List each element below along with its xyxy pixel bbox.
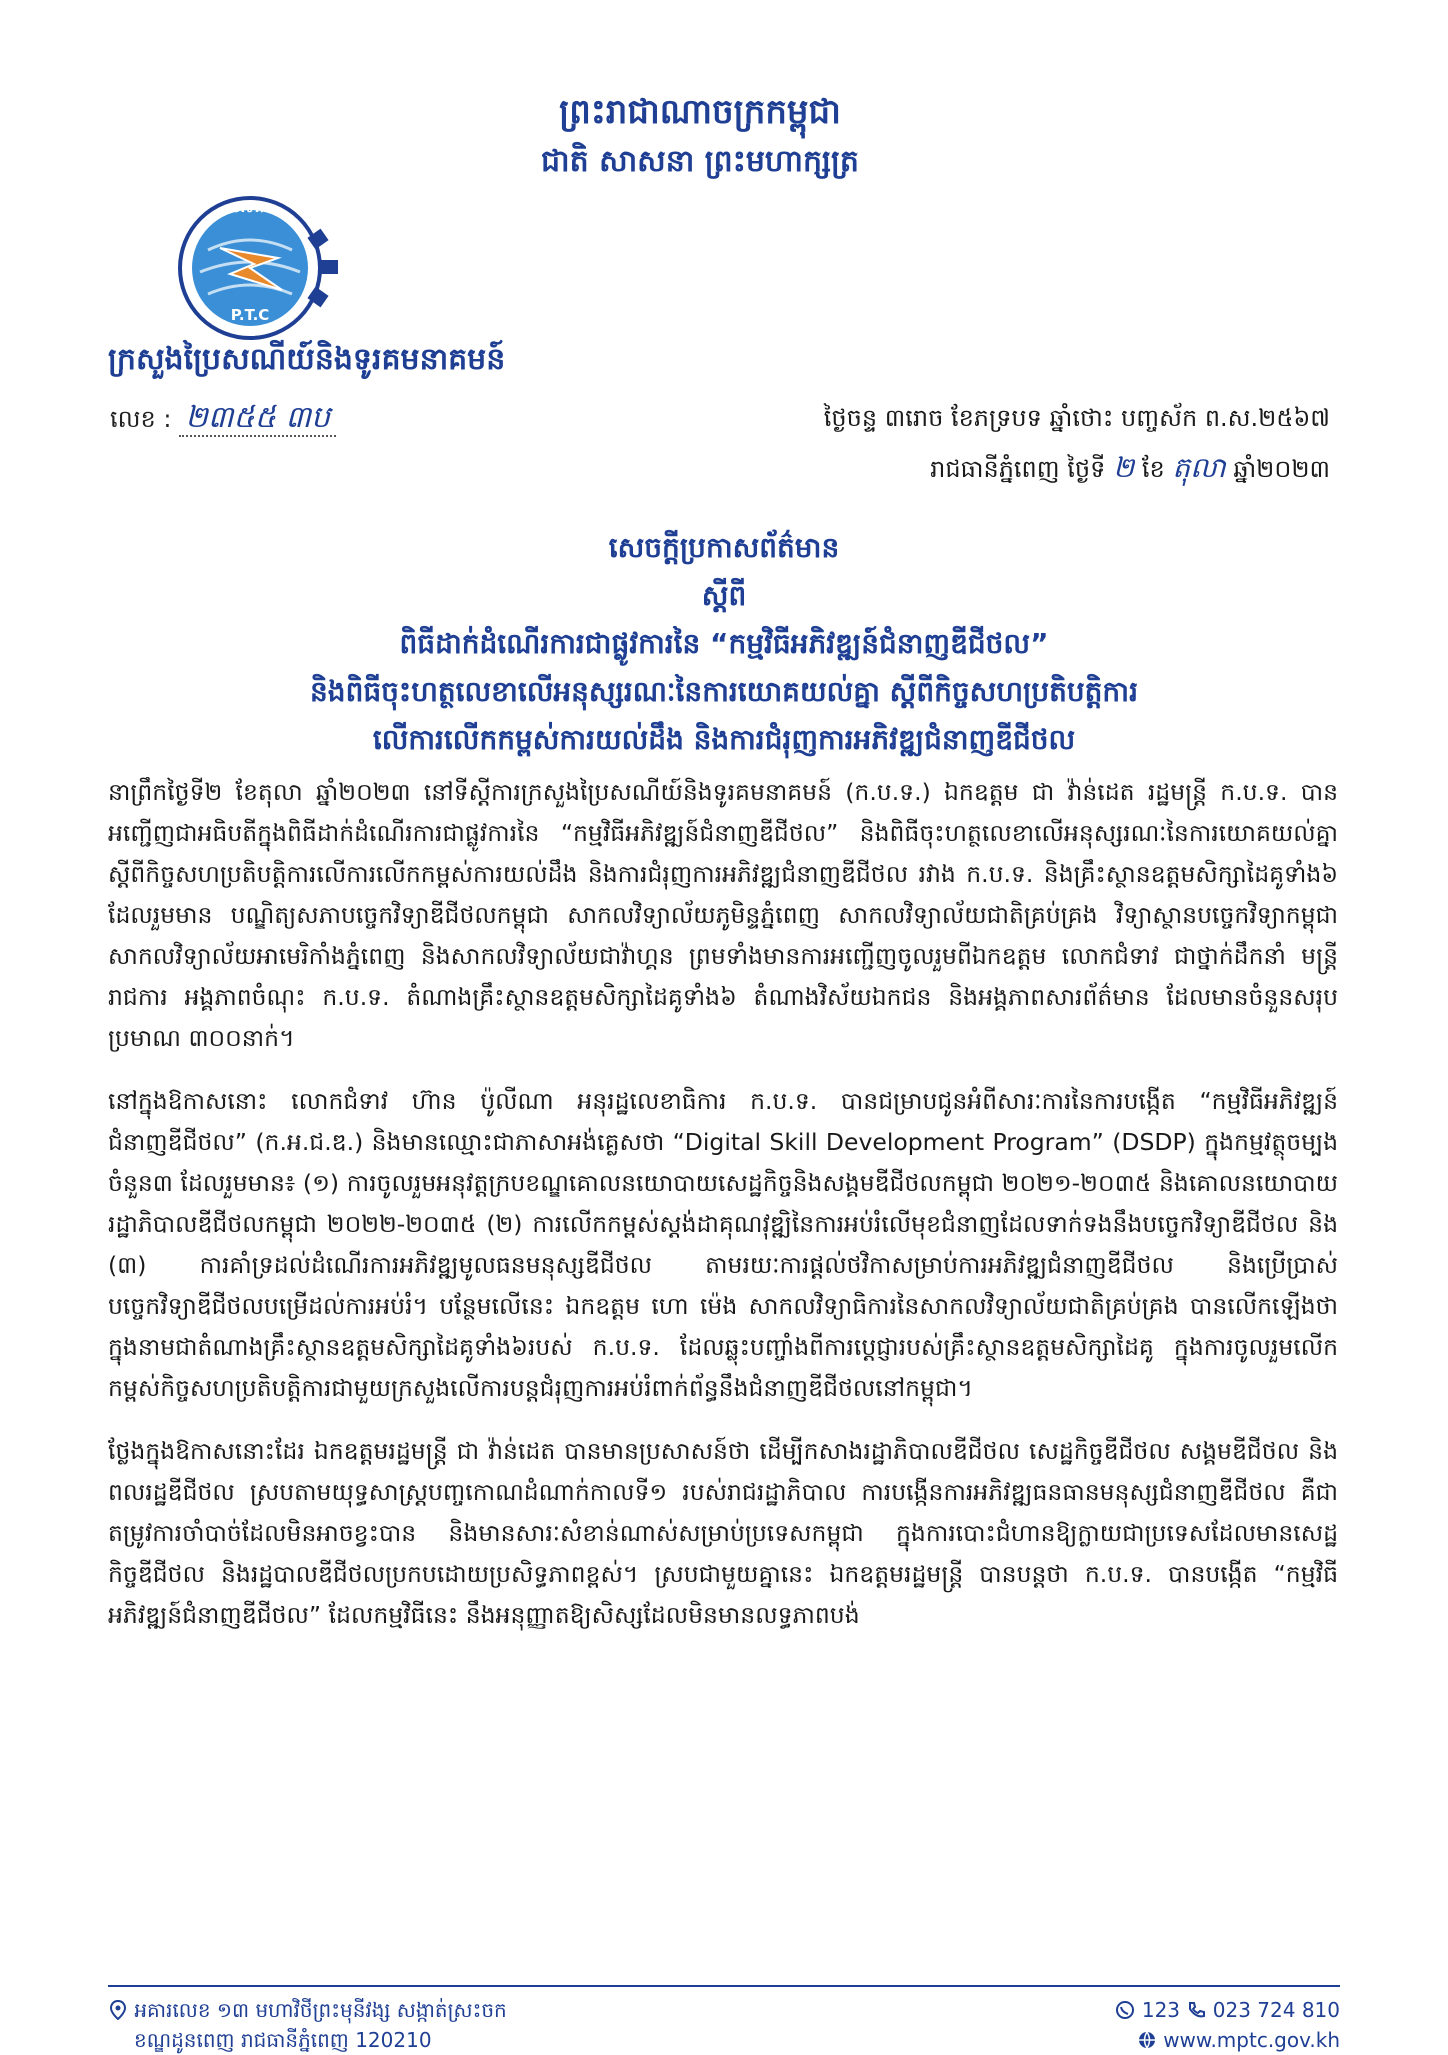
title-line-2: ស្តីពី bbox=[701, 579, 747, 612]
title-line-3: ពិធីដាក់ដំណើរការជាផ្លូវការនៃ “កម្មវិធីអភិវឌ្ឍន៍ជំនាញឌីជីថល” bbox=[399, 627, 1049, 660]
ministry-logo bbox=[150, 190, 440, 350]
hotline-number[interactable]: 123 bbox=[1141, 1998, 1181, 2022]
footer-contact bbox=[1000, 1995, 1340, 2055]
press-release-body bbox=[108, 772, 1338, 1658]
title-line-1: សេចក្តីប្រកាសព័ត៌មាន bbox=[608, 531, 840, 564]
kingdom-heading: ព្រះរាជាណាចក្រកម្ពុជា bbox=[559, 92, 841, 132]
solar-date bbox=[650, 448, 1330, 489]
footer-divider bbox=[108, 1985, 1340, 1987]
ptc-logo-icon bbox=[150, 190, 440, 350]
footer-address bbox=[108, 1995, 708, 2055]
hotline-icon bbox=[1115, 2000, 1135, 2020]
address-line-1: អគារលេខ ១៣ មហាវិថីព្រះមុនីវង្ស សង្កាត់ស្រះចក bbox=[134, 1998, 507, 2022]
solar-year: ឆ្នាំ២០២៣ bbox=[1233, 455, 1330, 483]
ministry-name: ក្រសួងប្រៃសណីយ៍និងទូរគមនាគមន៍ bbox=[108, 342, 506, 377]
solar-prefix: រាជធានីភ្នំពេញ ថ្ងៃទី bbox=[930, 455, 1106, 483]
lunar-date: ថ្ងៃចន្ទ ៣រោច ខែភទ្របទ ឆ្នាំថោះ បញ្ចស័ក ព.ស.២៥៦៧ bbox=[823, 404, 1330, 432]
ref-number-handwritten: ២៣៥៥ ៣ប bbox=[179, 400, 336, 437]
solar-month: តុលា bbox=[1172, 451, 1226, 484]
solar-day: ២ bbox=[1113, 451, 1135, 484]
phone-number[interactable]: 023 724 810 bbox=[1212, 1998, 1340, 2022]
logo-text-bottom: P.T.C bbox=[230, 306, 270, 324]
logo-text-top: ប.ទ.ក bbox=[231, 200, 269, 216]
title-line-5: លើការលើកកម្ពស់ការយល់ដឹង និងការជំរុញការអភិវឌ្ឍជំនាញឌីជីថល bbox=[372, 723, 1076, 756]
national-motto: ជាតិ សាសនា ព្រះមហាក្សត្រ bbox=[541, 144, 859, 179]
phone-icon bbox=[1186, 2000, 1206, 2020]
website-link[interactable]: www.mptc.gov.kh bbox=[1163, 2028, 1340, 2052]
address-line-2: ខណ្ឌដូនពេញ រាជធានីភ្នំពេញ 120210 bbox=[134, 2028, 432, 2052]
paragraph-2: នៅក្នុងឱកាសនោះ លោកជំទាវ ហ៊ាន ប៉ូលីណា អនុរដ្ឋលេខាធិការ ក.ប.ទ. បានជម្រាបជូនអំពីសារៈការនៃការបង្កើត “កម្មវិធីអភិវឌ្ឍន៍ជំនាញឌីជីថល” (ក.អ.ជ.ឌ.) និងមានឈ្មោះជាភាសាអង់គ្លេសថា “Digital Skill Development Program” (DSDP) ក្នុងកម្មវត្ថុចម្បងចំនួន៣ ដែលរួមមាន៖ (១) ការចូលរួមអនុវត្តក្របខណ្ឌគោលនយោបាយសេដ្ឋកិច្ចនិងសង្គមឌីជីថលកម្ពុជា ២០២១-២០៣៥ និងគោលនយោបាយរដ្ឋាភិបាលឌីជីថលកម្ពុជា ២០២២-២០៣៥ (២) ការលើកកម្ពស់ស្តង់ដាគុណវុឌ្ឍិនៃការអប់រំលើមុខជំនាញដែលទាក់ទងនឹងបច្ចេកវិទ្យាឌីជីថល និង (៣) ការគាំទ្រដល់ដំណើរការអភិវឌ្ឍមូលធនមនុស្សឌីជីថល តាមរយៈការផ្តល់ថវិកាសម្រាប់ការអភិវឌ្ឍជំនាញឌីជីថល និងប្រើប្រាស់បច្ចេកវិទ្យាឌីជីថលបម្រើដល់ការអប់រំ។ បន្ថែមលើនេះ ឯកឧត្តម ហោ ម៉េង សាកលវិទ្យាធិការនៃសាកលវិទ្យាល័យជាតិគ្រប់គ្រង បានលើកឡើងថា ក្នុងនាមជាតំណាងគ្រឹះស្ថានឧត្តមសិក្សាដៃគូទាំង៦របស់ ក.ប.ទ. ដែលឆ្លុះបញ្ចាំងពីការប្តេជ្ញារបស់គ្រឹះស្ថានឧត្តមសិក្សាដៃគូ ក្នុងការចូលរួមលើកកម្ពស់កិច្ចសហប្រតិបត្តិការជាមួយក្រសួងលើការបន្តជំរុញការអប់រំពាក់ព័ន្ធនឹងជំនាញឌីជីថលនៅកម្ពុជា។ bbox=[108, 1087, 1338, 1402]
solar-month-label: ខែ bbox=[1141, 455, 1165, 483]
location-pin-icon bbox=[108, 2000, 128, 2020]
ref-label: លេខ : bbox=[110, 405, 172, 433]
globe-icon bbox=[1137, 2030, 1157, 2050]
reference-number bbox=[110, 398, 630, 439]
title-line-4: និងពិធីចុះហត្ថលេខាលើអនុស្សរណៈនៃការយោគយល់គ្នា ស្តីពីកិច្ចសហប្រតិបត្តិការ bbox=[310, 675, 1138, 708]
paragraph-3: ថ្លែងក្នុងឱកាសនោះដែរ ឯកឧត្តមរដ្ឋមន្ត្រី ជា វ៉ាន់ដេត បានមានប្រសាសន៍ថា ដើម្បីកសាងរដ្ឋាភិបាលឌីជីថល សេដ្ឋកិច្ចឌីជីថល សង្គមឌីជីថល និងពលរដ្ឋឌីជីថល ស្របតាមយុទ្ធសាស្ត្របញ្ចកោណដំណាក់កាលទី១ របស់រាជរដ្ឋាភិបាល ការបង្កើនការអភិវឌ្ឍធនធានមនុស្សជំនាញឌីជីថល គឺជាតម្រូវការចាំបាច់ដែលមិនអាចខ្វះបាន និងមានសារៈសំខាន់ណាស់សម្រាប់ប្រទេសកម្ពុជា ក្នុងការបោះជំហានឱ្យក្លាយជាប្រទេសដែលមានសេដ្ឋកិច្ចឌីជីថល និងរដ្ឋបាលឌីជីថលប្រកបដោយប្រសិទ្ធភាពខ្ពស់។ ស្របជាមួយគ្នានេះ ឯកឧត្តមរដ្ឋមន្ត្រី បានបន្តថា ក.ប.ទ. បានបង្កើត “កម្មវិធីអភិវឌ្ឍន៍ជំនាញឌីជីថល” ដែលកម្មវិធីនេះ នឹងអនុញ្ញាតឱ្យសិស្សដែលមិនមានលទ្ធភាពបង់ bbox=[108, 1437, 1338, 1629]
paragraph-1: នាព្រឹកថ្ងៃទី២ ខែតុលា ឆ្នាំ២០២៣ នៅទីស្តីការក្រសួងប្រៃសណីយ៍និងទូរគមនាគមន៍ (ក.ប.ទ.) ឯកឧត្តម ជា វ៉ាន់ដេត រដ្ឋមន្ត្រី ក.ប.ទ. បានអញ្ជើញជាអធិបតីក្នុងពិធីដាក់ដំណើរការជាផ្លូវការនៃ “កម្មវិធីអភិវឌ្ឍន៍ជំនាញឌីជីថល” និងពិធីចុះហត្ថលេខាលើអនុស្សរណៈនៃការយោគយល់គ្នា ស្តីពីកិច្ចសហប្រតិបត្តិការលើការលើកកម្ពស់ការយល់ដឹង និងការជំរុញការអភិវឌ្ឍជំនាញឌីជីថល រវាង ក.ប.ទ. និងគ្រឹះស្ថានឧត្តមសិក្សាដៃគូទាំង៦ ដែលរួមមាន បណ្ឌិត្យសភាបច្ចេកវិទ្យាឌីជីថលកម្ពុជា សាកលវិទ្យាល័យភូមិន្ទភ្នំពេញ សាកលវិទ្យាល័យជាតិគ្រប់គ្រង វិទ្យាស្ថានបច្ចេកវិទ្យាកម្ពុជា សាកលវិទ្យាល័យអាមេរិកាំងភ្នំពេញ និងសាកលវិទ្យាល័យជាវ៉ាហ្គន ព្រមទាំងមានការអញ្ជើញចូលរួមពីឯកឧត្តម លោកជំទាវ ជាថ្នាក់ដឹកនាំ មន្ត្រីរាជការ អង្គភាពចំណុះ ក.ប.ទ. តំណាងគ្រឹះស្ថានឧត្តមសិក្សាដៃគូទាំង៦ តំណាងវិស័យឯកជន និងអង្គភាពសារព័ត៌មាន ដែលមានចំនួនសរុបប្រមាណ ៣០០នាក់។ bbox=[108, 778, 1338, 1052]
